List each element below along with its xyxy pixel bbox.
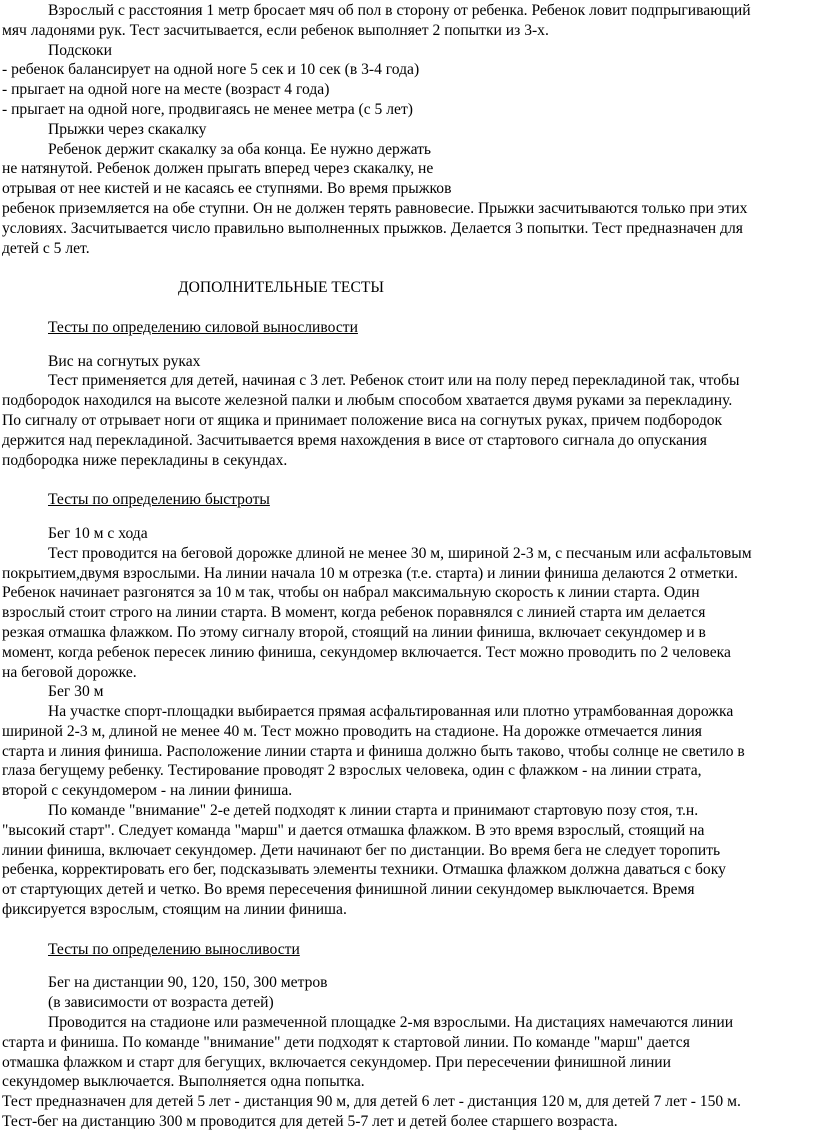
paragraph-line: Взрослый с расстояния 1 метр бросает мяч об пол в сторону от ребенка. Ребенок ловит подпрыгивающий (48, 2, 751, 19)
subheading: (в зависимости от возраста детей) (48, 994, 274, 1012)
paragraph-line: "высокий старт". Следует команда "марш" и дается отмашка флажком. В это время взрослый, стоящий на (2, 821, 705, 839)
paragraph-line: Ребенок держит скакалку за оба конца. Ее нужно держать (48, 140, 432, 158)
list-item: - прыгает на одной ноге на месте (возраст 4 года) (2, 81, 330, 99)
paragraph-line: момент, когда ребенок пересек линию финиша, секундомер включается. Тест можно проводить по 2 человека (2, 643, 731, 661)
paragraph-line: На участке спорт-площадки выбирается прямая асфальтированная или плотно утрамбованная дорожка (48, 703, 734, 721)
paragraph-line: линии финиша, включает секундомер. Дети начинают бег по дистанции. Во время бега не следует торопить (2, 841, 721, 859)
paragraph-line: подбородка ниже перекладины в секундах. (2, 451, 288, 469)
subheading: Подскоки (48, 41, 112, 59)
spacer (2, 510, 810, 524)
paragraph-line: детей с 5 лет. (2, 239, 90, 257)
paragraph-line: отмашка флажком и старт для бегущих, включается секундомер. При пересечении финишной линии (2, 1053, 671, 1071)
paragraph-line: глаза бегущему ребенку. Тестирование проводят 2 взрослых человека, один с флажком - на линии страта, (2, 762, 702, 780)
paragraph-line: Проводится на стадионе или размеченной площадке 2-мя взрослыми. На дистациях намечаются линии (48, 1014, 734, 1032)
paragraph-line: ребенок приземляется на обе ступни. Он не должен терять равновесие. Прыжки засчитываются только при этих (2, 199, 748, 217)
list-item: - ребенок балансирует на одной ноге 5 сек и 10 сек (в 3-4 года) (2, 61, 420, 79)
subheading: Бег 30 м (48, 683, 104, 701)
paragraph-line: не натянутой. Ребенок должен прыгать вперед через скакалку, не (2, 160, 434, 178)
paragraph-line: мяч ладонями рук. Тест засчитывается, если ребенок выполняет 2 попытки из 3-х. (2, 21, 549, 39)
paragraph-line: секундомер выключается. Выполняется одна попытка. (2, 1073, 365, 1091)
subheading: Бег 10 м с хода (48, 524, 148, 542)
paragraph-line: от стартующих детей и четко. Во время пересечения финишной линии секундомер выключается. Время (2, 881, 695, 899)
spacer (2, 258, 810, 278)
paragraph-line: ребенка, корректировать его бег, подсказывать элементы техники. Отмашка флажком должна даваться с боку (2, 861, 726, 879)
section-title: Тесты по определению быстроты (48, 491, 270, 509)
paragraph-line: фиксируется взрослым, стоящим на линии финиша. (2, 901, 347, 919)
paragraph-line: второй с секундомером - на линии финиша. (2, 782, 293, 800)
spacer (2, 470, 810, 490)
spacer (2, 920, 810, 940)
paragraph-line: резкая отмашка флажком. По этому сигналу второй, стоящий на линии финиша, включает секундомер и в (2, 623, 706, 641)
paragraph-line: По сигналу от отрывает ноги от ящика и принимает положение виса на согнутых руках, причем подбородок (2, 411, 723, 429)
spacer (2, 959, 810, 973)
paragraph-line: Тест применяется для детей, начиная с 3 лет. Ребенок стоит или на полу перед перекладиной так, чтобы (48, 372, 740, 390)
paragraph-line: старта и финиша. По команде "внимание" дети подходят к стартовой линии. По команде "марш" дается (2, 1033, 690, 1051)
paragraph-line: условиях. Засчитывается число правильно выполненных прыжков. Делается 3 попытки. Тест предназначен для (2, 219, 743, 237)
paragraph-line: держится над перекладиной. Засчитывается время нахождения в висе от стартового сигнала до опускания (2, 431, 707, 449)
section-title: Тесты по определению силовой выносливости (48, 318, 358, 336)
page-heading: ДОПОЛНИТЕЛЬНЫЕ ТЕСТЫ (178, 279, 384, 297)
paragraph-line: подбородок находился на высоте железной палки и любым способом хватается двумя руками за перекладину. (2, 392, 733, 410)
paragraph-line: отрывая от нее кистей и не касаясь ее ступнями. Во время прыжков (2, 180, 452, 198)
paragraph-line: Тест-бег на дистанцию 300 м проводится для детей 5-7 лет и детей более старшего возраста. (2, 1113, 618, 1131)
spacer (2, 338, 810, 352)
paragraph-line: взрослый стоит строго на линии старта. В момент, когда ребенок поравнялся с линией старта им делается (2, 604, 706, 622)
list-item: - прыгает на одной ноге, продвигаясь не менее метра (с 5 лет) (2, 100, 413, 118)
spacer (2, 298, 810, 318)
paragraph-line: Тест проводится на беговой дорожке длиной не менее 30 м, шириной 2-3 м, с песчаным или асфальтовым (48, 544, 752, 562)
paragraph-line: на беговой дорожке. (2, 663, 137, 681)
paragraph-line: Ребенок начинает разгонятся за 10 м так, чтобы он набрал максимальную скорость к линии старта. Один (2, 584, 700, 602)
section-title: Тесты по определению выносливости (48, 940, 300, 958)
subheading: Бег на дистанции 90, 120, 150, 300 метров (48, 974, 328, 992)
paragraph-line: По команде "внимание" 2-е детей подходят к линии старта и принимают стартовую позу стоя, т.н. (48, 802, 699, 820)
paragraph-line: Тест предназначен для детей 5 лет - дистанция 90 м, для детей 6 лет - дистанция 120 м, для детей 7 лет - 150 м. (2, 1093, 741, 1111)
paragraph-line: шириной 2-3 м, длиной не менее 40 м. Тест можно проводить на стадионе. На дорожке отмечается линия (2, 722, 702, 740)
subheading: Прыжки через скакалку (48, 120, 207, 138)
paragraph-line: старта и линия финиша. Расположение линии старта и финиша должно быть таково, чтобы солнце не светило в (2, 742, 745, 760)
paragraph-line: покрытием,двумя взрослыми. На линии начала 10 м отрезка (т.е. старта) и линии финиша делаются 2 отметки. (2, 564, 738, 582)
subheading: Вис на согнутых руках (48, 352, 201, 370)
